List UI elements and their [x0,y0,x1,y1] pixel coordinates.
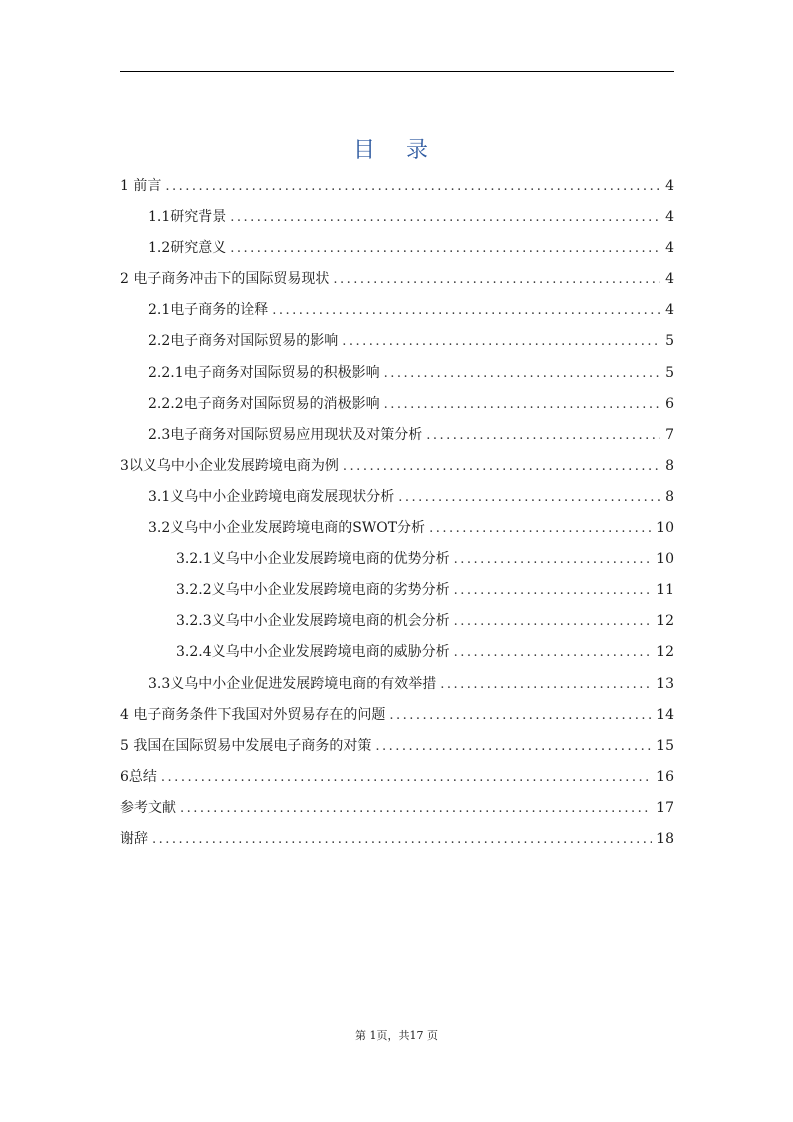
toc-entry-page: 4 [665,302,674,319]
toc-entry[interactable] [120,669,674,700]
toc-entry[interactable] [120,700,674,731]
toc-entry-page: 8 [665,457,674,474]
toc-entry[interactable] [120,358,674,389]
toc-leader-dots [384,389,660,420]
toc-entry[interactable] [120,420,674,451]
toc-entry-page: 6 [665,395,674,412]
toc-entry[interactable] [120,575,674,606]
toc-leader-dots [272,295,660,326]
toc-entry-label: 2.1电子商务的诠释 [148,302,269,319]
toc-entry-page: 5 [665,364,674,381]
toc-leader-dots [454,575,653,606]
toc-entry-page: 14 [656,706,674,723]
toc-leader-dots [375,731,652,762]
toc-entry-label: 3以义乌中小企业发展跨境电商为例 [120,457,339,474]
toc-entry[interactable] [120,482,674,513]
toc-entry[interactable] [120,326,674,357]
toc-leader-dots [152,824,652,855]
toc-entry[interactable] [120,233,674,264]
header-rule [120,71,674,72]
toc-entry-label: 3.3义乌中小企业促进发展跨境电商的有效举措 [148,675,437,692]
toc-entry[interactable] [120,389,674,420]
toc-leader-dots [454,544,653,575]
toc-entry-label: 2.2电子商务对国际贸易的影响 [148,333,339,350]
toc-entry[interactable] [120,793,674,824]
toc-entry-page: 4 [665,240,674,257]
toc-entry-label: 3.2.4义乌中小企业发展跨境电商的威胁分析 [176,644,450,661]
toc-leader-dots [333,264,660,295]
page-footer: 第 1页，共17 页 [355,1029,438,1042]
toc-entry-page: 4 [665,271,674,288]
toc-entry-page: 11 [656,582,674,599]
toc-entry[interactable] [120,544,674,575]
toc-entry[interactable] [120,637,674,668]
toc-entry-page: 7 [665,426,674,443]
toc-leader-dots [398,482,660,513]
toc-leader-dots [230,202,660,233]
toc-leader-dots [342,326,660,357]
toc-entry-page: 17 [656,799,674,816]
toc-entry-label: 1.2研究意义 [148,240,227,257]
toc-entry-label: 3.2.2义乌中小企业发展跨境电商的劣势分析 [176,582,450,599]
toc-entry-label: 2.3电子商务对国际贸易应用现状及对策分析 [148,426,423,443]
toc-entry[interactable] [120,202,674,233]
toc-leader-dots [429,513,652,544]
toc-entry-label: 3.2.1义乌中小企业发展跨境电商的优势分析 [176,551,450,568]
toc-entry-label: 1.1研究背景 [148,209,227,226]
toc-entry-page: 13 [656,675,674,692]
toc-leader-dots [384,358,660,389]
toc-entry-label: 5 我国在国际贸易中发展电子商务的对策 [120,737,372,754]
toc-entry-page: 12 [656,613,674,630]
toc-entry-page: 10 [656,551,674,568]
toc-leader-dots [343,451,660,482]
toc-entry-label: 4 电子商务条件下我国对外贸易存在的问题 [120,706,386,723]
toc-entry-label: 3.2.3义乌中小企业发展跨境电商的机会分析 [176,613,450,630]
toc-entry-label: 3.1义乌中小企业跨境电商发展现状分析 [148,488,395,505]
toc-entry[interactable] [120,513,674,544]
toc-entry[interactable] [120,451,674,482]
toc-entry[interactable] [120,824,674,855]
toc-entry-page: 16 [656,768,674,785]
toc-leader-dots [426,420,660,451]
toc-leader-dots [165,171,660,202]
toc-entry-label: 2.2.1电子商务对国际贸易的积极影响 [148,364,380,381]
table-of-contents [120,171,674,855]
toc-entry-page: 4 [665,178,674,194]
toc-entry-label: 谢辞 [120,830,148,847]
toc-entry-page: 8 [665,488,674,505]
toc-entry-label: 参考文献 [120,799,176,816]
toc-entry[interactable] [120,762,674,793]
toc-entry-page: 12 [656,644,674,661]
toc-entry-label: 3.2义乌中小企业发展跨境电商的SWOT分析 [148,520,426,537]
toc-leader-dots [161,762,652,793]
toc-leader-dots [440,669,652,700]
toc-entry-label: 6总结 [120,768,157,785]
toc-leader-dots [454,606,653,637]
toc-entry-label: 2 电子商务冲击下的国际贸易现状 [120,271,330,288]
toc-leader-dots [389,700,652,731]
toc-entry-page: 10 [656,520,674,537]
toc-entry-label: 2.2.2电子商务对国际贸易的消极影响 [148,395,380,412]
toc-entry[interactable] [120,171,674,202]
toc-entry[interactable] [120,606,674,637]
toc-entry-page: 5 [665,333,674,350]
toc-entry[interactable] [120,264,674,295]
toc-entry-label: 1 前言 [120,178,162,194]
toc-entry-page: 15 [656,737,674,754]
toc-entry[interactable] [120,731,674,762]
toc-entry[interactable] [120,295,674,326]
toc-leader-dots [230,233,660,264]
toc-leader-dots [454,637,653,668]
toc-leader-dots [180,793,652,824]
toc-entry-page: 18 [656,830,674,847]
toc-title: 目 录 [353,138,440,163]
toc-entry-page: 4 [665,209,674,226]
